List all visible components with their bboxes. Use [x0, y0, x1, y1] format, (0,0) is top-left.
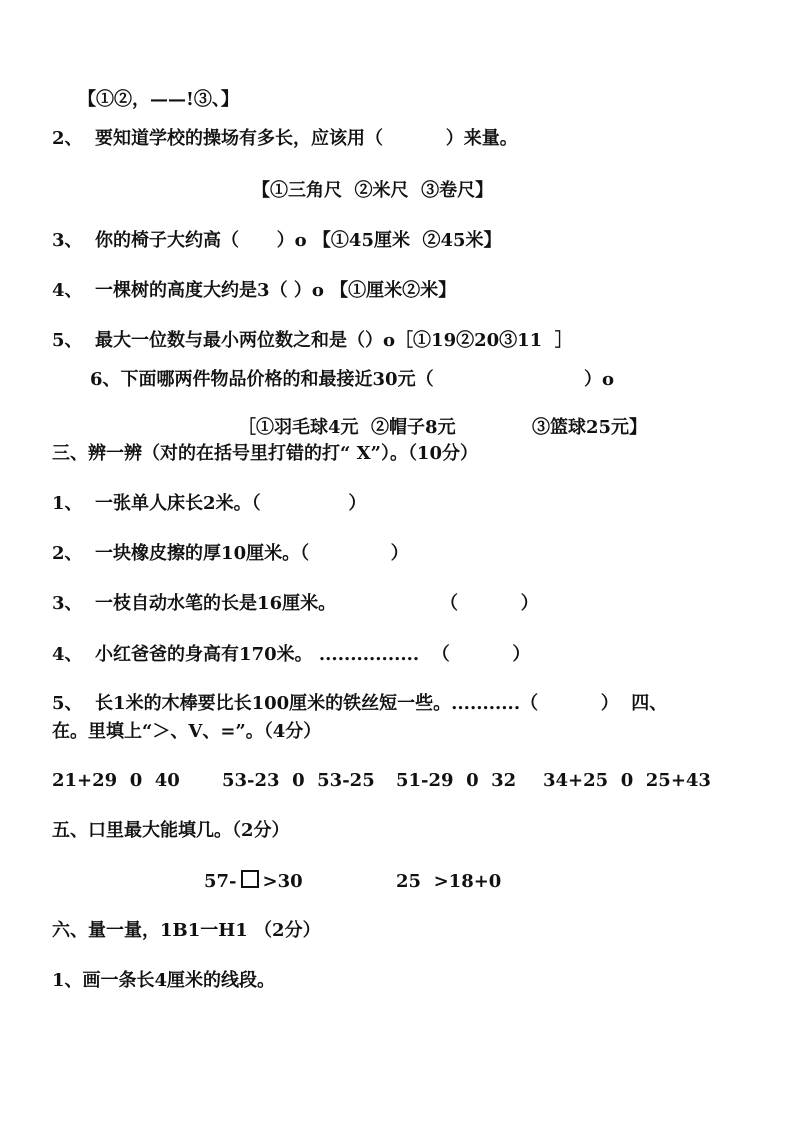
compare-item-2: 53-23 0 53-25 — [222, 770, 375, 791]
question-2: 2、 要知道学校的操场有多长，应该用（ ）来量。 — [52, 128, 518, 149]
judge-item-4: 4、 小红爸爸的身高有170米。 ................ （ ） — [52, 644, 531, 665]
fill-box-item-1-right: >30 — [262, 871, 303, 892]
answer-box — [241, 870, 259, 888]
section-5-heading: 五、口里最大能填几。（2分） — [52, 820, 290, 841]
options-q6-b: ③篮球25元】 — [532, 417, 648, 438]
judge-item-3-brackets: （ ） — [440, 593, 539, 614]
fill-box-item-2: 25 >18+0 — [396, 871, 502, 892]
measure-item-1: 1、画一条长4厘米的线段。 — [52, 970, 276, 991]
judge-item-1: 1、 一张单人床长2米。（ ） — [52, 493, 367, 514]
compare-item-1: 21+29 0 40 — [52, 770, 180, 791]
judge-item-5: 5、 长1米的木棒要比长100厘米的铁丝短一些。...........（ ） 四、 — [52, 693, 668, 714]
fill-box-item-1-left: 57- — [204, 871, 237, 892]
judge-item-2: 2、 一块橡皮擦的厚10厘米。（ ） — [52, 543, 409, 564]
options-q6-a: ［①羽毛球4元 ②帽子8元 — [238, 417, 456, 438]
question-4: 4、 一棵树的高度大约是3（ ）o 【①厘米②米】 — [52, 280, 457, 301]
question-5: 5、 最大一位数与最小两位数之和是（）o［①19②20③11 ］ — [52, 330, 573, 351]
question-3: 3、 你的椅子大约高（ ）o 【①45厘米 ②45米】 — [52, 230, 502, 251]
section-6-heading: 六、量一量，1B1一H1 （2分） — [52, 920, 321, 941]
options-q2: 【①三角尺 ②米尺 ③卷尺】 — [252, 180, 494, 201]
compare-item-4: 34+25 0 25+43 — [543, 770, 711, 791]
question-6: 6、下面哪两件物品价格的和最接近30元（ ）o — [90, 369, 614, 390]
fill-box-item-1 — [204, 870, 303, 894]
section-4-instruction: 在。里填上“＞、V、=”。（4分） — [52, 721, 322, 742]
judge-item-3: 3、 一枝自动水笔的长是16厘米。 — [52, 593, 337, 614]
compare-item-3: 51-29 0 32 — [396, 770, 517, 791]
options-line-q1: 【①②，——!③、】 — [78, 89, 239, 110]
section-3-heading: 三、辨一辨（对的在括号里打错的打“ X”）。（10分） — [52, 443, 478, 464]
